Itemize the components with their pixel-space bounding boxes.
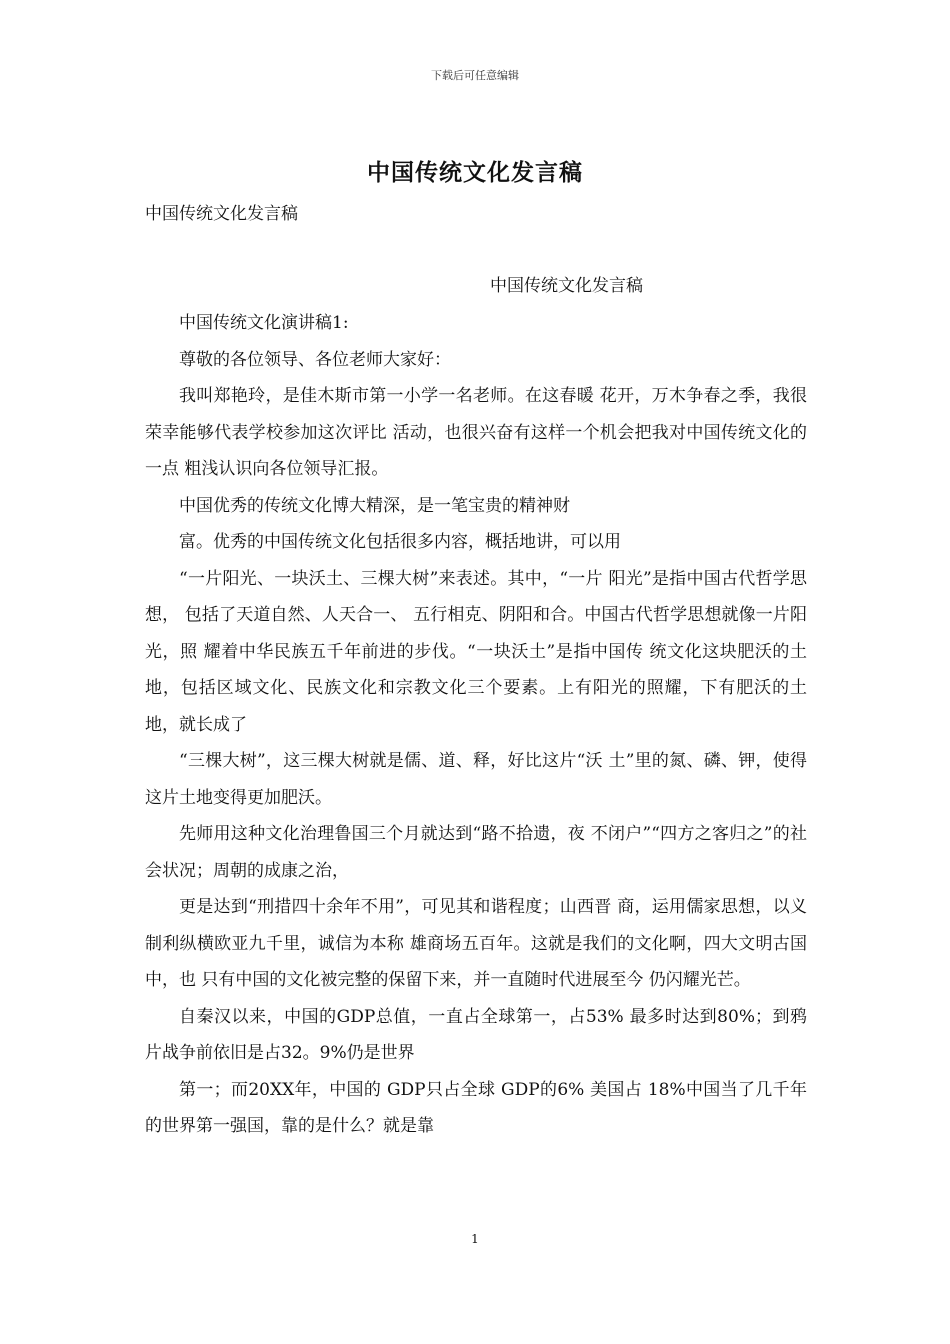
paragraph: 中国优秀的传统文化博大精深，是一笔宝贵的精神财	[179, 495, 570, 516]
paragraph: 尊敬的各位领导、各位老师大家好：	[179, 349, 451, 370]
paragraph: 先师用这种文化治理鲁国三个月就达到“路不拾遗，夜 不闭户”“四方之客归之”的社会状况；周朝的成康之治，	[145, 824, 807, 881]
document-title: 中国传统文化发言稿	[367, 159, 583, 186]
paragraph: “三棵大树”，这三棵大树就是儒、道、释，好比这片“沃 土”里的氮、磷、钾，使得这片土地变得更加肥沃。	[145, 751, 807, 808]
speech-heading: 中国传统文化发言稿	[490, 276, 643, 296]
paragraph: 自秦汉以来，中国的GDP总值，一直占全球第一，占53% 最多时达到80%；到鸦片战争前依旧是占32。9%仍是世界	[145, 1006, 807, 1063]
page-header: 下载后可任意编辑	[431, 69, 519, 82]
paragraph: 中国传统文化演讲稿1:	[179, 313, 349, 333]
document-subtitle: 中国传统文化发言稿	[145, 204, 298, 224]
paragraph: 富。优秀的中国传统文化包括很多内容，概括地讲，可以用	[179, 532, 621, 552]
paragraph: 我叫郑艳玲，是佳木斯市第一小学一名老师。在这春暖 花开，万木争春之季，我很荣幸能够代表学校参加这次评比 活动，也很兴奋有这样一个机会把我对中国传统文化的一点 粗浅认识向各位领导汇报。	[145, 386, 807, 479]
document-body	[145, 305, 807, 1145]
page-number: 1	[471, 1232, 479, 1246]
paragraph: 更是达到“刑措四十余年不用”，可见其和谐程度；山西晋 商，运用儒家思想，以义制利纵横欧亚九千里，诚信为本称 雄商场五百年。这就是我们的文化啊，四大文明古国中，也 只有中国的文化被完整的保留下来，并一直随时代进展至今 仍闪耀光芒。	[145, 897, 807, 990]
paragraph: “一片阳光、一块沃土、三棵大树”来表述。其中，“一片 阳光”是指中国古代哲学思想， 包括了天道自然、人天合一、 五行相克、阴阳和合。中国古代哲学思想就像一片阳光，照 耀着中华民族五千年前进的步伐。“一块沃土”是指中国传 统文化这块肥沃的土地，包括区域文化、民族文化和宗教文化三个要素。上有阳光的照耀，下有肥沃的土地，就长成了	[145, 568, 807, 735]
paragraph: 第一；而20XX年，中国的 GDP只占全球 GDP的6% 美国占 18%中国当了几千年的世界第一强国，靠的是什么？就是靠	[145, 1079, 807, 1136]
